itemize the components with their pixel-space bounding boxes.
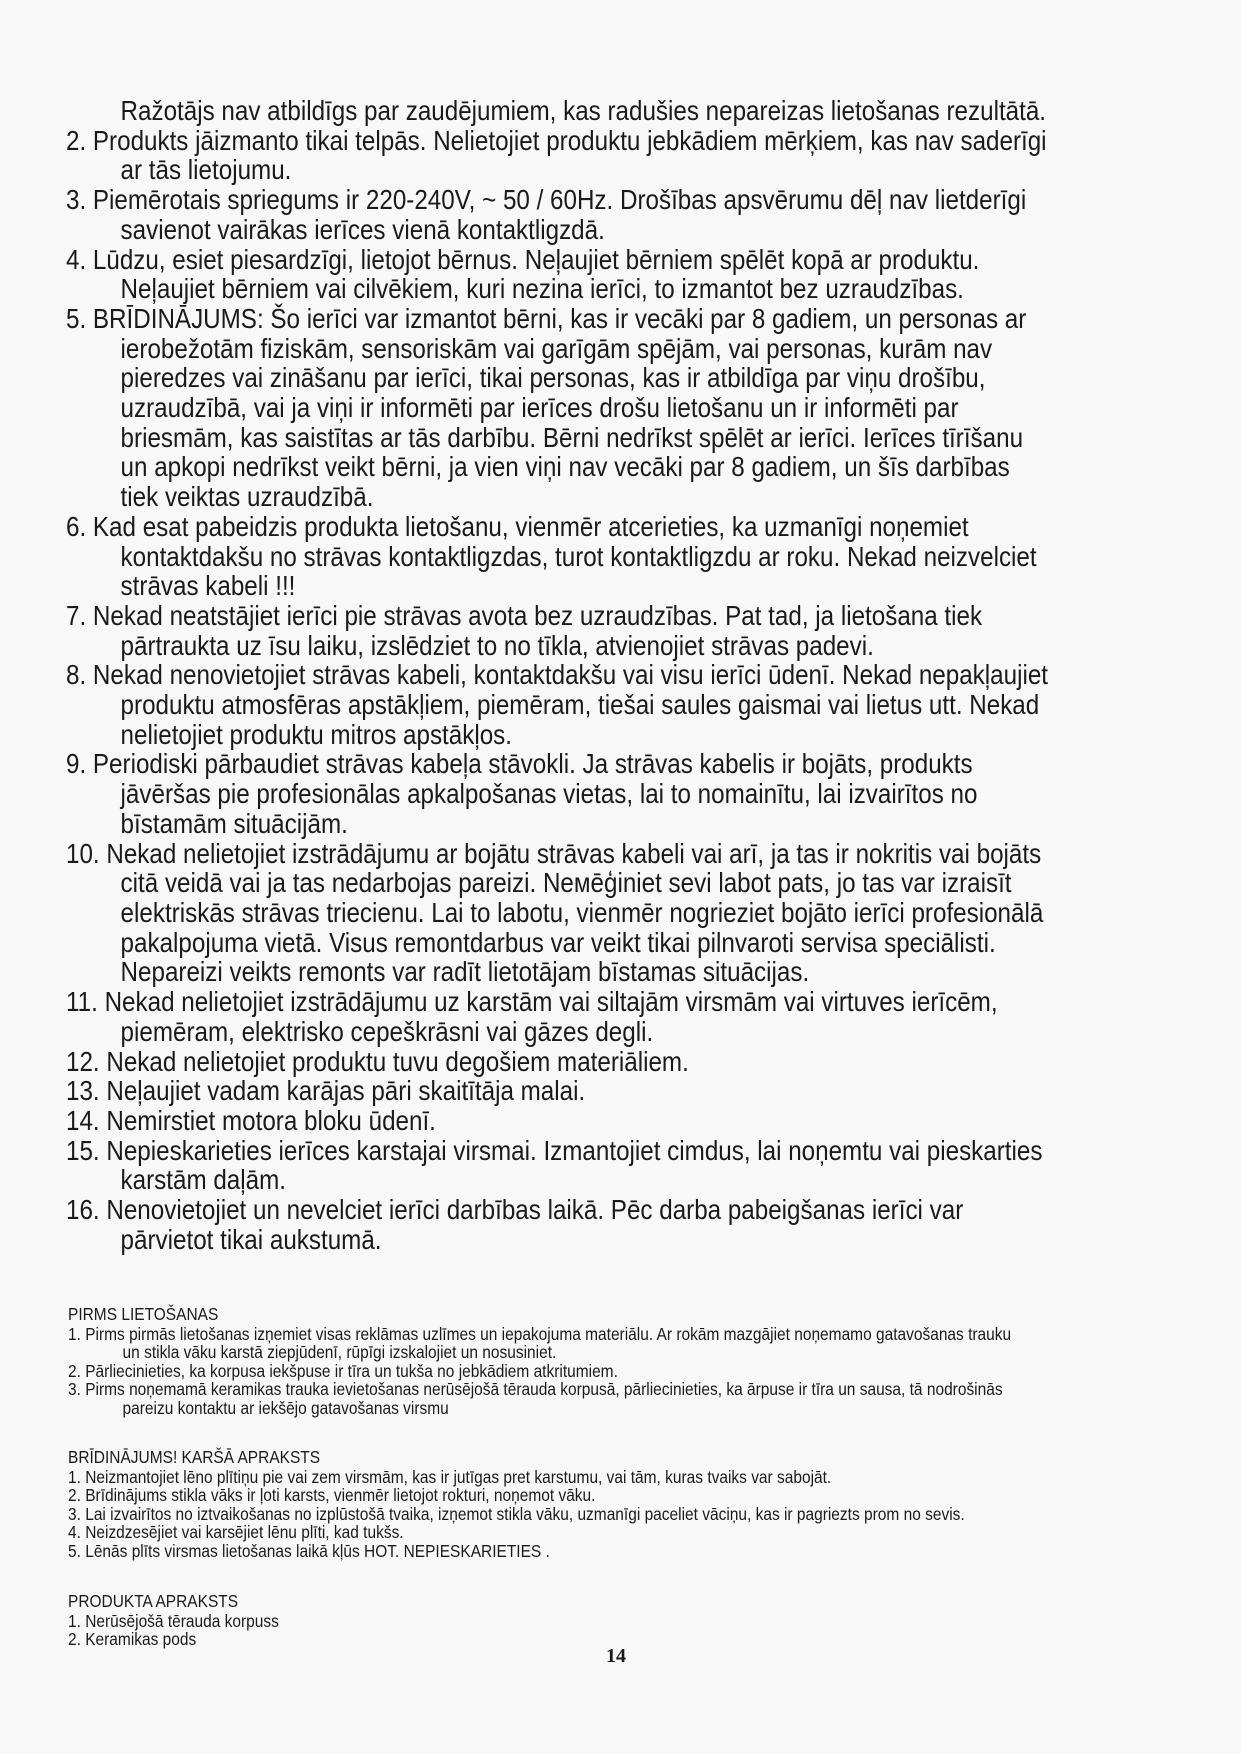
instruction-line: Neļaujiet bērniem vai cilvēkiem, kuri nezina ierīci, to izmantot bez uzraudzības.	[120, 273, 964, 305]
instruction-line: tiek veiktas uzraudzībā.	[120, 481, 374, 513]
instruction-line: elektriskās strāvas triecienu. Lai to labotu, vienmēr nogrieziet bojāto ierīci profesionālā	[120, 896, 1044, 928]
page-number: 14	[606, 1645, 626, 1667]
instruction-line: strāvas kabeli !!!	[120, 570, 296, 602]
section-line: 5. Lēnās plīts virsmas lietošanas laikā kļūs HOT. NEPIESKARIETIES .	[68, 1540, 550, 1561]
section-product-description	[68, 1592, 1168, 1649]
section-line: pareizu kontaktu ar iekšējo gatavošanas virsmu	[122, 1397, 449, 1418]
instruction-line: 13. Neļaujiet vadam karājas pāri skaitītāja malai.	[66, 1075, 586, 1107]
section-line: 2. Keramikas pods	[68, 1629, 197, 1650]
instruction-line: citā veidā vai ja tas nedarbojas pareizi. Neмēģiniet sevi labot pats, jo tas var izraisīt	[120, 867, 1012, 899]
section-line: 1. Neizmantojiet lēno plītiņu pie vai zem virsmām, kas ir jutīgas pret karstumu, vai tām, kuras tvaiks var sabojāt.	[68, 1466, 832, 1487]
instruction-line: 9. Periodiski pārbaudiet strāvas kabeļa stāvokli. Ja strāvas kabelis ir bojāts, produkts	[66, 748, 973, 780]
instruction-line: 3. Piemērotais spriegums ir 220-240V, ~ 50 / 60Hz. Drošības apsvērumu dēļ nav lietderīgi	[66, 184, 1027, 216]
instruction-line: bīstamām situācijām.	[120, 807, 348, 839]
instruction-line: 6. Kad esat pabeidzis produkta lietošanu, vienmēr atcerieties, ka uzmanīgi noņemiet	[66, 510, 969, 542]
instruction-line: uzraudzībā, vai ja viņi ir informēti par ierīces drošu lietošanu un ir informēti par	[120, 392, 959, 424]
instruction-line: pārvietot tikai aukstumā.	[120, 1223, 382, 1255]
section-before-use	[68, 1305, 1168, 1418]
section-line: un stikla vāku karstā ziepjūdenī, rūpīgi izskalojiet un nosusiniet.	[122, 1342, 557, 1363]
instruction-line: karstām daļām.	[120, 1164, 286, 1196]
instruction-line: Ražotājs nav atbildīgs par zaudējumiem, kas radušies nepareizas lietošanas rezultātā.	[120, 95, 1047, 126]
instruction-line: pieredzes vai zināšanu par ierīci, tikai personas, kas ir atbildīga par viņu drošību,	[120, 362, 986, 394]
section-line: 2. Brīdinājums stikla vāks ir ļoti karsts, vienmēr lietojot rokturi, noņemot vāku.	[68, 1485, 596, 1506]
instruction-line: ar tās lietojumu.	[120, 154, 292, 186]
instruction-line: nelietojiet produktu mitros apstākļos.	[120, 718, 512, 750]
instruction-line: Nepareizi veikts remonts var radīt lietotājam bīstamas situācijas.	[120, 956, 810, 988]
section-line: 4. Neizdzesējiet vai karsējiet lēnu plīti, kad tukšs.	[68, 1522, 404, 1543]
section-line: 1. Pirms pirmās lietošanas izņemiet visas reklāmas uzlīmes un iepakojuma materiālu. Ar rokām mazgājiet noņemamo gatavošanas trauku	[68, 1323, 1012, 1344]
safety-instructions-list	[66, 96, 1177, 1254]
instruction-line: 5. BRĪDINĀJUMS: Šo ierīci var izmantot bērni, kas ir vecāki par 8 gadiem, un personas ar	[66, 302, 1027, 334]
instruction-line: savienot vairākas ierīces vienā kontaktligzdā.	[120, 213, 605, 245]
instruction-line: 16. Nenovietojiet un nevelciet ierīci darbības laikā. Pēc darba pabeigšanas ierīci var	[66, 1194, 964, 1226]
section-hot-warning	[68, 1448, 1168, 1561]
section-heading: BRĪDINĀJUMS! KARŠĀ APRAKSTS	[68, 1447, 321, 1467]
instruction-line: 8. Nekad nenovietojiet strāvas kabeli, kontaktdakšu vai visu ierīci ūdenī. Nekad nepakļaujiet	[66, 659, 1049, 691]
instruction-line: kontaktdakšu no strāvas kontaktligzdas, turot kontaktligzdu ar roku. Nekad neizvelciet	[120, 540, 1037, 572]
instruction-line: 12. Nekad nelietojiet produktu tuvu degošiem materiāliem.	[66, 1045, 689, 1077]
instruction-line: jāvēršas pie profesionālas apkalpošanas vietas, lai to nomainītu, lai izvairītos no	[120, 778, 978, 810]
section-line: 2. Pārliecinieties, ka korpusa iekšpuse ir tīra un tukša no jebkādiem atkritumiem.	[68, 1360, 618, 1381]
section-heading: PRODUKTA APRAKSTS	[68, 1591, 239, 1611]
instruction-line: pakalpojuma vietā. Visus remontdarbus var veikt tikai pilnvaroti servisa speciālisti.	[120, 926, 996, 958]
instruction-line: produktu atmosfēras apstākļiem, piemēram, tiešai saules gaismai vai lietus utt. Nekad	[120, 689, 1040, 721]
instruction-line: 10. Nekad nelietojiet izstrādājumu ar bojātu strāvas kabeli vai arī, ja tas ir nokritis vai bojāts	[66, 837, 1042, 869]
section-line: 3. Pirms noņemamā keramikas trauka ievietošanas nerūsējošā tērauda korpusā, pārliecinieties, ka ārpuse ir tīra un sausa, tā nodrošinās	[68, 1379, 1003, 1400]
instruction-line: 15. Nepieskarieties ierīces karstajai virsmai. Izmantojiet cimdus, lai noņemtu vai pieskarties	[66, 1134, 1043, 1166]
instruction-line: 11. Nekad nelietojiet izstrādājumu uz karstām vai siltajām virsmām vai virtuves ierīcēm,	[66, 986, 998, 1018]
section-line: 3. Lai izvairītos no iztvaikošanas no izplūstošā tvaika, izņemot stikla vāku, uzmanīgi paceliet vāciņu, kas ir pagriezts prom no sevis.	[68, 1503, 965, 1524]
instruction-line: 4. Lūdzu, esiet piesardzīgi, lietojot bērnus. Neļaujiet bērniem spēlēt kopā ar produktu.	[66, 243, 980, 275]
instruction-line: 2. Produkts jāizmanto tikai telpās. Nelietojiet produktu jebkādiem mērķiem, kas nav saderīgi	[66, 124, 1047, 156]
instruction-line: 7. Nekad neatstājiet ierīci pie strāvas avota bez uzraudzības. Pat tad, ja lietošana tiek	[66, 599, 983, 631]
section-heading: PIRMS LIETOŠANAS	[68, 1304, 219, 1324]
instruction-line: piemēram, elektrisko cepeškrāsni vai gāzes degli.	[120, 1015, 654, 1047]
section-line: 1. Nerūsējošā tērauda korpuss	[68, 1610, 279, 1631]
instruction-line: pārtraukta uz īsu laiku, izslēdziet to no tīkla, atvienojiet strāvas padevi.	[120, 629, 874, 661]
instruction-line: briesmām, kas saistītas ar tās darbību. Bērni nedrīkst spēlēt ar ierīci. Ierīces tīrīšanu	[120, 421, 1024, 453]
instruction-line: ierobežotām fiziskām, sensoriskām vai garīgām spējām, vai personas, kurām nav	[120, 332, 993, 364]
instruction-line: un apkopi nedrīkst veikt bērni, ja vien viņi nav vecāki par 8 gadiem, un šīs darbības	[120, 451, 1010, 483]
instruction-line: 14. Nemirstiet motora bloku ūdenī.	[66, 1104, 436, 1136]
